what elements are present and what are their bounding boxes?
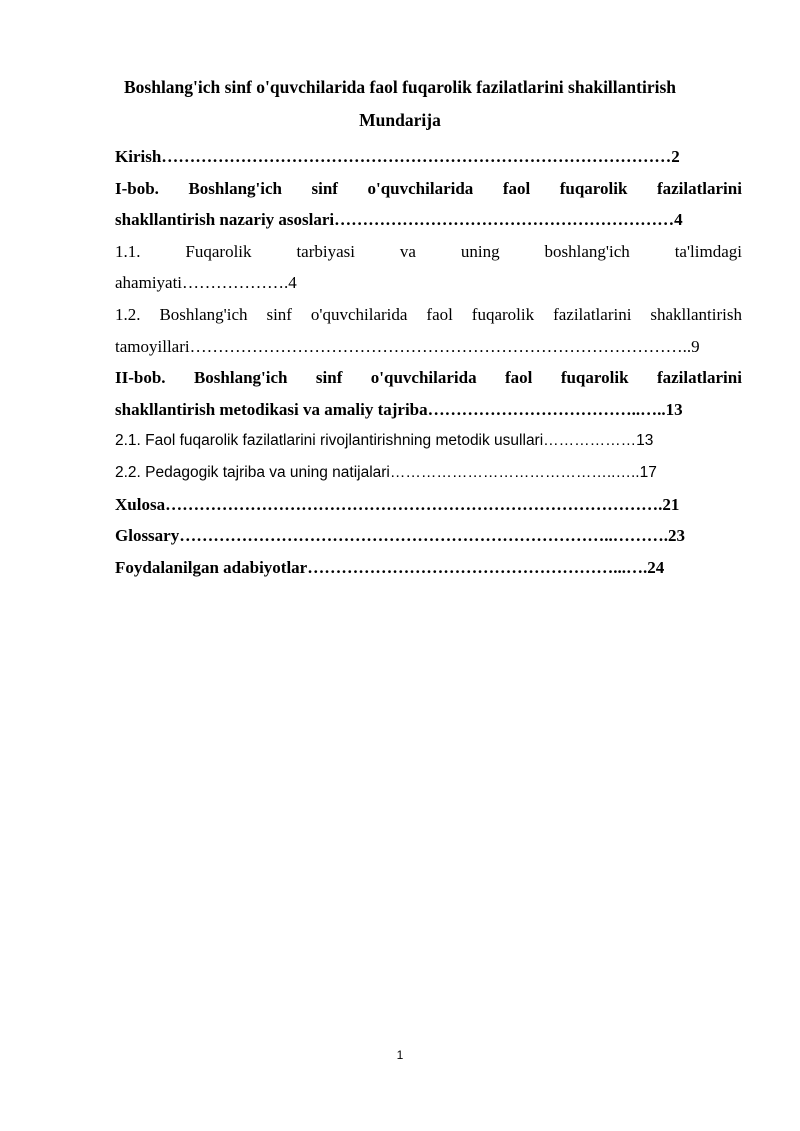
toc-entry-chapter-1-line-1[interactable]: I-bob. Boshlang'ich sinf o'quvchilarida faol fuqarolik fazilatlarini [115, 178, 742, 198]
toc-entry-chapter-2-line-2[interactable]: shakllantirish metodikasi va amaliy tajriba………………………………..…..13 [115, 399, 683, 419]
document-title: Boshlang'ich sinf o'quvchilarida faol fuqarolik fazilatlarini shakillantirish [123, 77, 676, 97]
toc-entry-section-1-2-line-1[interactable]: 1.2. Boshlang'ich sinf o'quvchilarida faol fuqarolik fazilatlarini shakllantirish [115, 304, 742, 324]
toc-entry-xulosa[interactable]: Xulosa…………………………………………………………………………….21 [115, 494, 680, 514]
toc-entry-glossary[interactable]: Glossary…………………………………………………………………..……….23 [115, 526, 685, 546]
toc-entry-adabiyotlar[interactable]: Foydalanilgan adabiyotlar………………………………………………...….24 [115, 557, 665, 577]
toc-entry-section-2-2[interactable]: 2.2. Pedagogik tajriba va uning natijalari……………………………………..…..17 [115, 463, 657, 481]
toc-entry-section-1-1-line-1[interactable]: 1.1. Fuqarolik tarbiyasi va uning boshlang'ich ta'limdagi [115, 241, 742, 261]
toc-entry-chapter-1-line-2[interactable]: shakllantirish nazariy asoslari……………………………………………………4 [115, 210, 683, 230]
toc-entry-section-1-1-line-2[interactable]: ahamiyati……………….4 [115, 273, 297, 293]
toc-heading: Mundarija [359, 110, 441, 130]
toc-entry-kirish[interactable]: Kirish………………………………………………………………………………2 [115, 147, 680, 166]
toc-entry-chapter-2-line-1[interactable]: II-bob. Boshlang'ich sinf o'quvchilarida faol fuqarolik fazilatlarini [115, 368, 742, 388]
toc-entry-section-1-2-line-2[interactable]: tamoyillari……………………………………………………………………………..9 [115, 336, 700, 356]
table-of-contents [115, 141, 742, 583]
page-number: 1 [396, 1048, 404, 1062]
toc-entry-section-2-1[interactable]: 2.1. Faol fuqarolik fazilatlarini rivojlantirishning metodik usullari………………13 [115, 432, 654, 450]
